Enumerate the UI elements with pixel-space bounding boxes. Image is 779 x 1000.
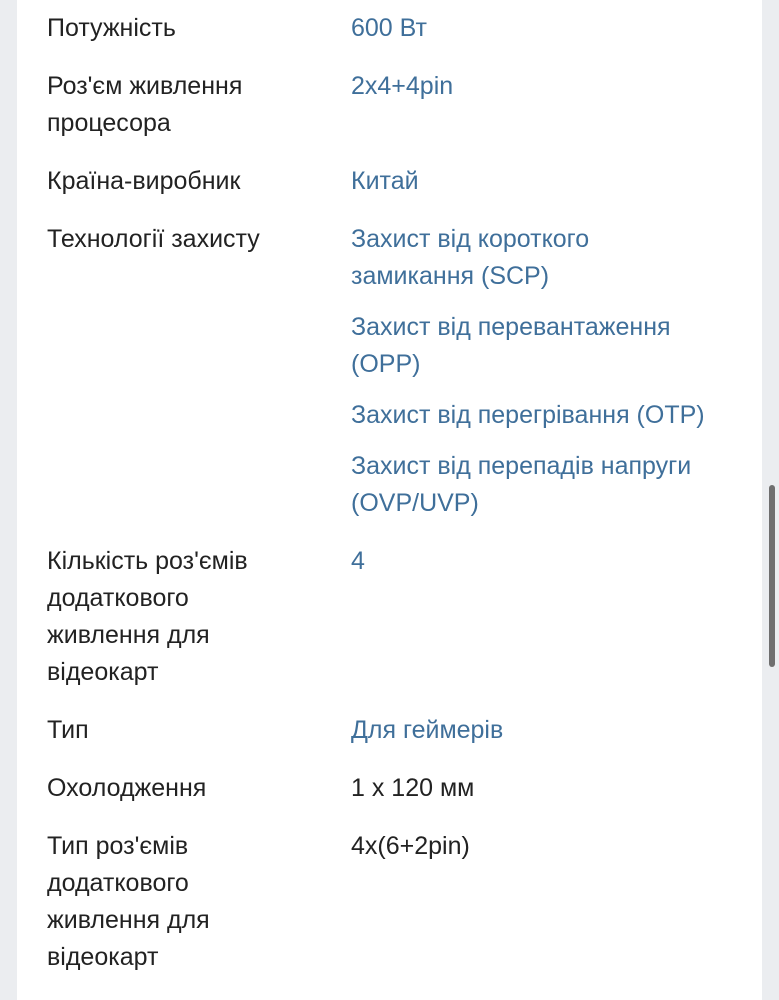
specifications-panel (17, 0, 762, 1000)
spec-value-link[interactable]: 600 Вт (351, 14, 427, 42)
spec-label: Потужність (47, 14, 176, 42)
spec-values (351, 828, 747, 865)
spec-values (351, 770, 747, 807)
spec-values (351, 68, 747, 105)
spec-value-link[interactable]: Захист від короткого замикання (SCP) (351, 225, 590, 290)
spec-value-link[interactable]: 4 (351, 547, 365, 575)
spec-label: Охолодження (47, 774, 207, 802)
spec-label: Технології захисту (47, 225, 260, 253)
spec-value-link[interactable]: Для геймерів (351, 716, 504, 744)
spec-value-link[interactable]: Китай (351, 167, 419, 195)
spec-row (47, 221, 747, 522)
spec-values (351, 163, 747, 200)
vertical-scrollbar[interactable] (769, 485, 775, 667)
spec-row (47, 10, 747, 47)
spec-row (47, 68, 747, 142)
spec-row (47, 770, 747, 807)
spec-values (351, 712, 747, 749)
spec-row (47, 712, 747, 749)
spec-row (47, 828, 747, 976)
spec-values (351, 10, 747, 47)
spec-values (351, 543, 747, 580)
spec-label: Роз'єм живлення процесора (47, 72, 243, 137)
spec-label: Тип (47, 716, 89, 744)
spec-value-link[interactable]: Захист від перепадів напруги (OVP/UVP) (351, 452, 692, 517)
spec-value: 1 x 120 мм (351, 774, 475, 802)
spec-values (351, 221, 747, 522)
spec-label: Кількість роз'ємів додаткового живлення для відеокарт (47, 547, 248, 686)
spec-value-link[interactable]: Захист від перегрівання (OTP) (351, 401, 705, 429)
spec-value-link[interactable]: 2x4+4pin (351, 72, 454, 100)
spec-value: 4x(6+2pin) (351, 832, 470, 860)
spec-value-link[interactable]: Захист від перевантаження (OPP) (351, 313, 671, 378)
spec-label: Країна-виробник (47, 167, 241, 195)
spec-label: Тип роз'ємів додаткового живлення для відеокарт (47, 832, 210, 971)
specs-list (47, 10, 747, 997)
spec-row (47, 163, 747, 200)
spec-row (47, 543, 747, 691)
